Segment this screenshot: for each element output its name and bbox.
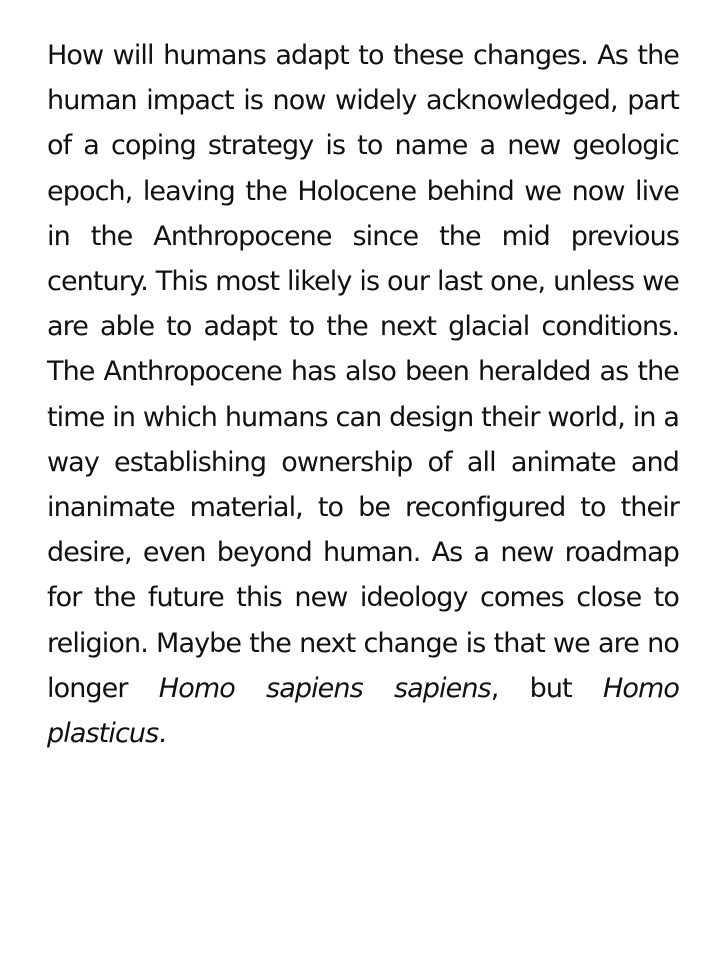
- paragraph-text-end: .: [158, 718, 166, 750]
- species-name-homo-sapiens: Homo sapiens sapiens: [158, 672, 491, 704]
- body-paragraph: [47, 33, 679, 756]
- paragraph-text-connector: , but: [490, 672, 572, 704]
- species-name-homo-plasticus: Homo plasticus: [47, 672, 679, 750]
- paragraph-text-main: How will humans adapt to these changes. As the human impact is now widely acknowledged, part of a coping strategy is to name a new geologic epoch, leaving the Holocene behind we now live in the Anthropocene since the mid previous century. This most likely is our last one, unless we are able to adapt to the next glacial conditions. The Anthropocene has also been heralded as the time in which humans can design their world, in a way establishing ownership of all animate and inanimate material, to be reconfigured to their desire, even beyond human. As a new roadmap for the future this new ideology comes close to religion. Maybe the next change is that we are no longer: [47, 40, 679, 704]
